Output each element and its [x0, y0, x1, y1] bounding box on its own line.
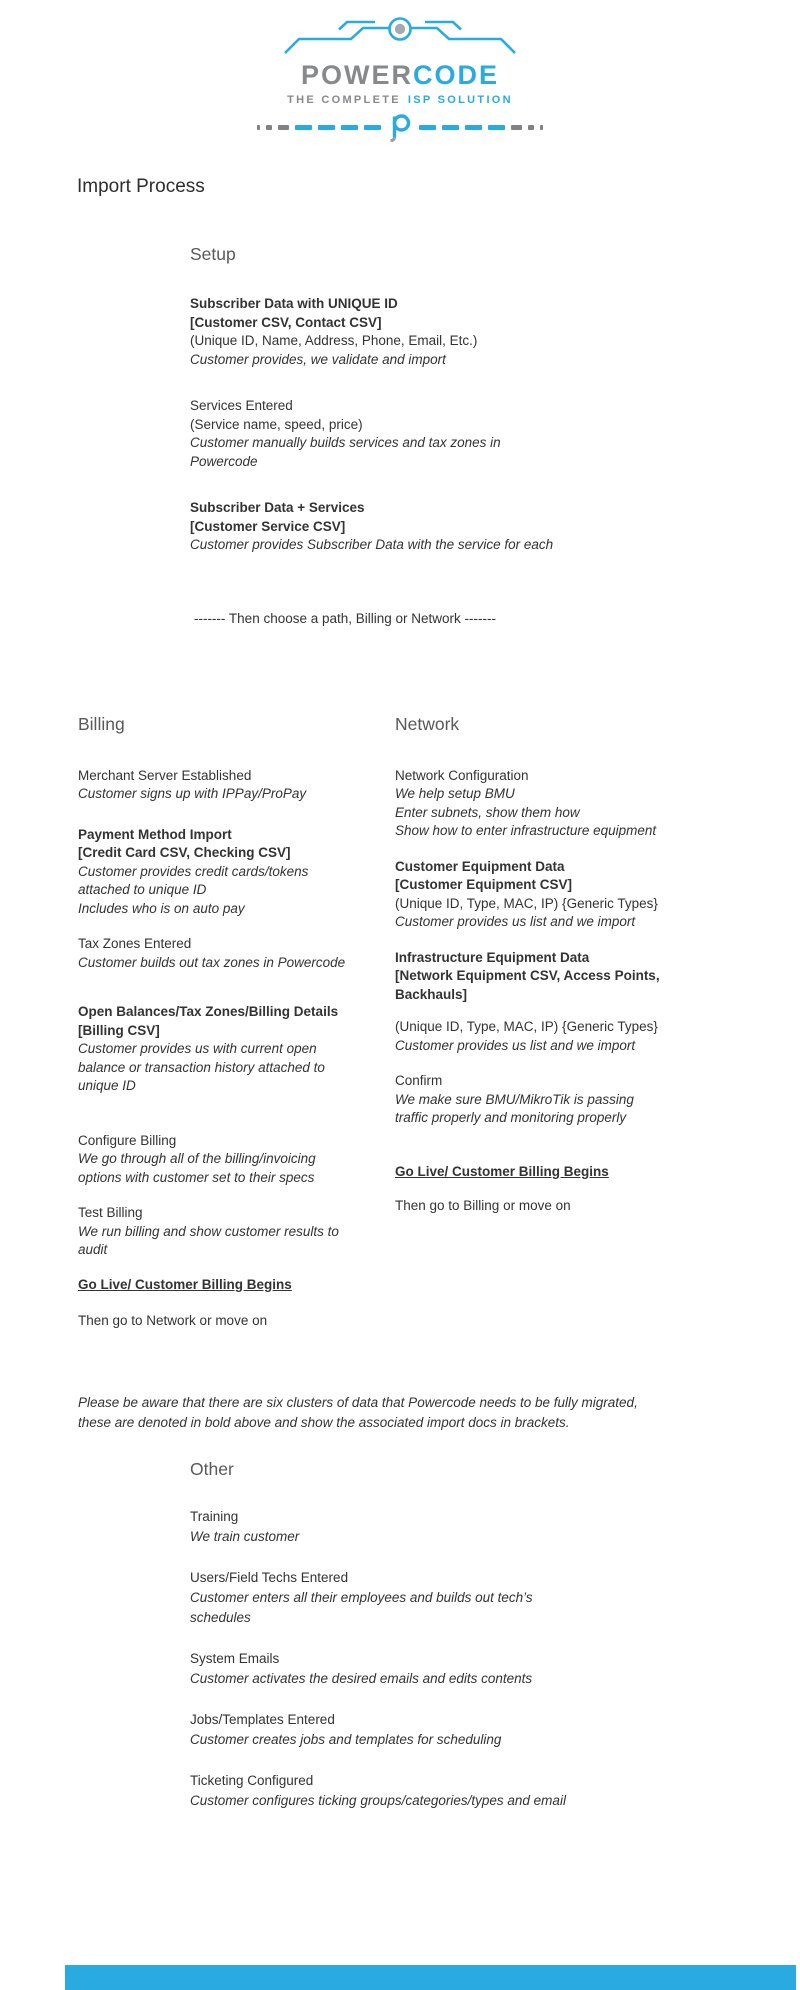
text-line: [Customer Equipment CSV]: [395, 877, 573, 892]
section-setup: [190, 244, 800, 555]
migration-note: [78, 1393, 800, 1433]
dash: [364, 125, 381, 130]
network-content: [395, 767, 775, 1216]
billing-heading: Billing: [78, 713, 125, 734]
paragraph: [395, 1163, 775, 1182]
text-line: Customer signs up with IPPay/ProPay: [78, 786, 307, 801]
text-line: Go Live/ Customer Billing Begins: [78, 1276, 292, 1292]
text-line: Enter subnets, show them how: [395, 804, 580, 820]
paragraph: [78, 767, 395, 804]
text-line: We help setup BMU: [395, 786, 515, 801]
text-line: Subscriber Data + Services: [190, 500, 365, 515]
setup-heading: Setup: [190, 244, 236, 264]
text-line: attached to unique ID: [78, 882, 207, 897]
text-line: [Network Equipment CSV, Access Points,: [395, 968, 660, 983]
text-line: Customer configures ticking groups/categories/types and email: [190, 1792, 566, 1808]
paragraph: [395, 949, 775, 1005]
paragraph: [78, 1204, 395, 1260]
paragraph: [190, 1507, 800, 1547]
text-line: Ticketing Configured: [190, 1772, 314, 1788]
paragraph: [190, 1710, 800, 1750]
powercode-logo: [270, 0, 530, 142]
two-column-area: [0, 714, 800, 1331]
text-line: [Customer Service CSV]: [190, 518, 346, 534]
dash: [528, 125, 534, 130]
text-line: Then go to Billing or move on: [395, 1198, 571, 1213]
paragraph: [78, 1312, 395, 1331]
paragraph: [78, 826, 395, 919]
paragraph: [78, 1132, 395, 1188]
text-line: Customer provides us list and we import: [395, 914, 636, 929]
brand-code-text: CODE: [413, 60, 500, 90]
brand-tagline: [270, 94, 530, 106]
power-plug-icon: [389, 112, 411, 142]
text-line: Confirm: [395, 1073, 443, 1088]
text-line: Customer provides, we validate and import: [190, 351, 446, 367]
text-line: Then go to Network or move on: [78, 1313, 268, 1328]
text-line: Customer provides us list and we import: [395, 1037, 636, 1053]
text-line: Customer builds out tax zones in Powercode: [78, 954, 346, 970]
paragraph: [395, 1197, 775, 1216]
dash: [540, 125, 543, 130]
dash: [318, 125, 335, 130]
text-line: audit: [78, 1242, 108, 1257]
text-line: Powercode: [190, 453, 258, 469]
text-line: Users/Field Techs Entered: [190, 1569, 349, 1585]
paragraph: [78, 1393, 800, 1433]
text-line: We go through all of the billing/invoicing: [78, 1151, 316, 1166]
paragraph: [78, 1276, 395, 1295]
brand-power-text: POWER: [300, 60, 413, 90]
paragraph: [190, 499, 800, 555]
text-line: Includes who is on auto pay: [78, 900, 245, 916]
paragraph: [78, 935, 395, 972]
paragraph: [395, 858, 775, 932]
text-line: Please be aware that there are six clusters of data that Powercode needs to be fully migrated,: [78, 1394, 638, 1410]
brand-wordmark: [270, 62, 530, 89]
text-line: We run billing and show customer results to: [78, 1223, 339, 1239]
text-line: Customer Equipment Data: [395, 858, 565, 874]
text-line: Network Configuration: [395, 767, 529, 783]
text-line: these are denoted in bold above and show the associated import docs in brackets.: [78, 1414, 570, 1430]
text-line: Customer activates the desired emails and edits contents: [190, 1670, 533, 1686]
paragraph: [190, 1771, 800, 1811]
paragraph: [78, 1003, 395, 1096]
text-line: [Billing CSV]: [78, 1022, 160, 1038]
text-line: Backhauls]: [395, 986, 468, 1002]
dash: [465, 125, 482, 130]
text-line: Customer manually builds services and tax zones in: [190, 435, 501, 450]
next-page-top-bar: [65, 1965, 796, 1990]
section-network: [395, 714, 775, 1216]
text-line: [Credit Card CSV, Checking CSV]: [78, 845, 291, 860]
text-line: options with customer set to their specs: [78, 1169, 315, 1185]
text-line: traffic properly and monitoring properly: [395, 1110, 627, 1125]
text-line: Customer provides us with current open: [78, 1041, 317, 1056]
other-content: [190, 1507, 800, 1811]
dash: [488, 125, 505, 130]
text-line: Customer provides credit cards/tokens: [78, 863, 309, 879]
paragraph: [190, 1568, 800, 1628]
path-divider-text: ------- Then choose a path, Billing or Network -------: [193, 610, 497, 626]
paragraph: [395, 1072, 775, 1128]
text-line: Infrastructure Equipment Data: [395, 949, 590, 965]
circuit-lines-icon: [275, 16, 525, 56]
network-heading: Network: [395, 713, 460, 734]
dash: [278, 125, 289, 130]
text-line: Services Entered: [190, 398, 293, 413]
paragraph: [395, 767, 775, 841]
billing-content: [78, 767, 395, 1331]
paragraph: [190, 397, 800, 471]
text-line: Configure Billing: [78, 1132, 177, 1148]
text-line: (Unique ID, Name, Address, Phone, Email, Etc.): [190, 333, 478, 348]
text-line: Subscriber Data with UNIQUE ID: [190, 296, 398, 311]
paragraph: [190, 295, 800, 369]
paragraph: [395, 1018, 775, 1055]
text-line: Test Billing: [78, 1205, 143, 1220]
text-line: Customer creates jobs and templates for scheduling: [190, 1731, 502, 1747]
text-line: unique ID: [78, 1078, 136, 1093]
text-line: System Emails: [190, 1650, 280, 1666]
setup-content: [190, 295, 800, 555]
text-line: We train customer: [190, 1528, 300, 1544]
dash: [257, 125, 260, 130]
text-line: balance or transaction history attached to: [78, 1059, 325, 1075]
text-line: Tax Zones Entered: [78, 936, 192, 951]
other-heading: Other: [190, 1458, 234, 1479]
text-line: Show how to enter infrastructure equipment: [395, 823, 657, 838]
text-line: (Service name, speed, price): [190, 416, 363, 432]
text-line: Payment Method Import: [78, 826, 232, 842]
tagline-gray-text: THE COMPLETE: [287, 94, 401, 106]
text-line: Customer provides Subscriber Data with the service for each: [190, 537, 554, 552]
text-line: [Customer CSV, Contact CSV]: [190, 314, 382, 330]
text-line: Training: [190, 1508, 239, 1524]
text-line: (Unique ID, Type, MAC, IP) {Generic Types}: [395, 895, 658, 911]
text-line: Go Live/ Customer Billing Begins: [395, 1163, 609, 1179]
dash: [295, 125, 312, 130]
text-line: Open Balances/Tax Zones/Billing Details: [78, 1004, 339, 1019]
text-line: Customer enters all their employees and builds out tech’s: [190, 1589, 533, 1605]
dash: [341, 125, 358, 130]
text-line: schedules: [190, 1609, 251, 1625]
section-billing: [78, 714, 395, 1331]
paragraph: [190, 1649, 800, 1689]
dash: [419, 125, 436, 130]
section-other: [190, 1459, 800, 1811]
text-line: Merchant Server Established: [78, 767, 252, 783]
dash: [266, 125, 272, 130]
dashed-divider: [270, 112, 530, 142]
page-title: Import Process: [77, 176, 205, 197]
text-line: (Unique ID, Type, MAC, IP) {Generic Types}: [395, 1019, 658, 1034]
dash: [442, 125, 459, 130]
text-line: We make sure BMU/MikroTik is passing: [395, 1091, 634, 1107]
dash: [511, 125, 522, 130]
tagline-blue-text: ISP SOLUTION: [407, 94, 513, 106]
text-line: Jobs/Templates Entered: [190, 1711, 335, 1727]
